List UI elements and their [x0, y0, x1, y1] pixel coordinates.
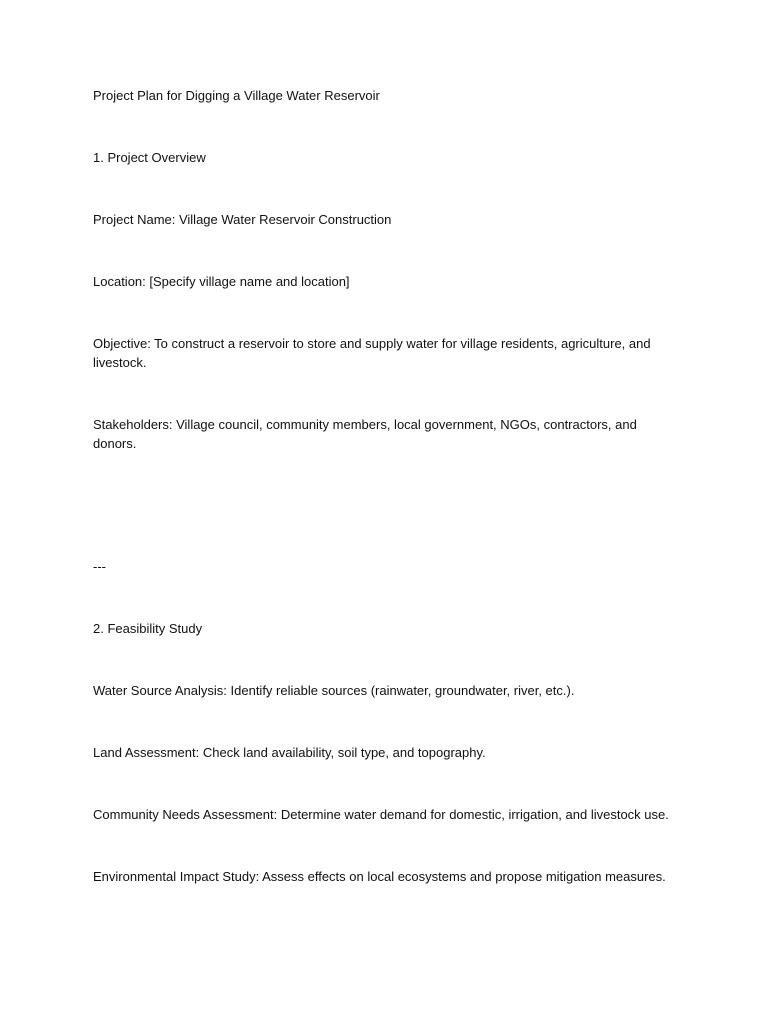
section-heading-feasibility-study: 2. Feasibility Study: [93, 621, 203, 636]
section-heading-project-overview: 1. Project Overview: [93, 150, 206, 165]
water-source-paragraph: Water Source Analysis: Identify reliable sources (rainwater, groundwater, river, etc.).: [93, 683, 575, 698]
project-name-paragraph: Project Name: Village Water Reservoir Construction: [93, 212, 392, 227]
section-separator: ---: [93, 559, 106, 574]
document-title: Project Plan for Digging a Village Water Reservoir: [93, 88, 380, 103]
location-paragraph: Location: [Specify village name and location]: [93, 274, 350, 289]
environmental-impact-paragraph: Environmental Impact Study: Assess effects on local ecosystems and propose mitigation measures.: [93, 869, 666, 884]
stakeholders-paragraph: Stakeholders: Village council, community members, local government, NGOs, contractors, and donors.: [93, 417, 637, 451]
objective-paragraph: Objective: To construct a reservoir to store and supply water for village residents, agriculture, and livestock.: [93, 336, 651, 370]
community-needs-paragraph: Community Needs Assessment: Determine water demand for domestic, irrigation, and livestock use.: [93, 807, 669, 822]
land-assessment-paragraph: Land Assessment: Check land availability, soil type, and topography.: [93, 745, 486, 760]
